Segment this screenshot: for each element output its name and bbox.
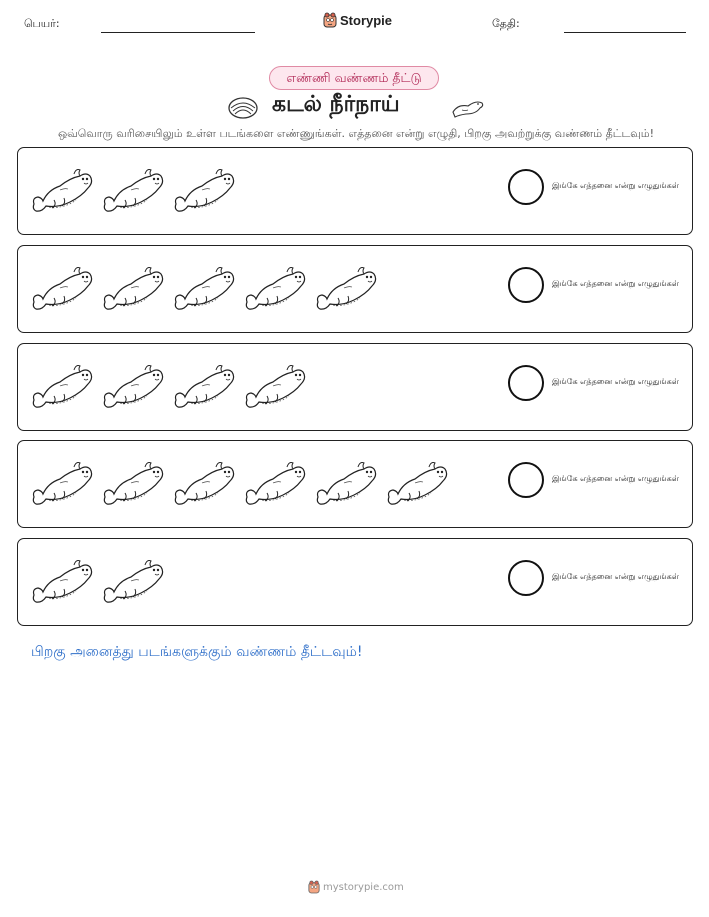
seal-icon xyxy=(172,457,236,517)
seal-group xyxy=(30,262,378,322)
brand-name: Storypie xyxy=(340,12,393,28)
date-write-line[interactable] xyxy=(564,32,686,33)
counting-row xyxy=(17,343,693,431)
counting-row xyxy=(17,440,693,528)
seal-icon xyxy=(30,164,94,224)
worksheet-header xyxy=(0,0,709,50)
seal-icon xyxy=(101,164,165,224)
seal-icon xyxy=(30,457,94,517)
answer-label: இங்கே எத்தனை என்று எழுதுங்கள் xyxy=(552,572,679,581)
storypie-logo-icon xyxy=(308,880,320,894)
page-title: கடல் நீர்நாய் xyxy=(272,92,400,117)
counting-row xyxy=(17,245,693,333)
answer-label: இங்கே எத்தனை என்று எழுதுங்கள் xyxy=(552,181,679,190)
seal-icon xyxy=(172,164,236,224)
seal-icon xyxy=(30,555,94,615)
seal-group xyxy=(30,457,449,517)
answer-label: இங்கே எத்தனை என்று எழுதுங்கள் xyxy=(552,377,679,386)
seal-icon xyxy=(172,360,236,420)
seal-icon xyxy=(243,457,307,517)
answer-circle[interactable] xyxy=(508,365,544,401)
seal-icon xyxy=(101,360,165,420)
instructions: ஒவ்வொரு வரிசையிலும் உள்ள படங்களை எண்ணுங்கள். எத்தனை என்று எழுதி, பிறகு அவற்றுக்கு வண்ணம் தீட்டவும்! xyxy=(57,127,655,140)
seal-icon xyxy=(101,457,165,517)
answer-circle[interactable] xyxy=(508,169,544,205)
counting-row xyxy=(17,147,693,235)
counting-row xyxy=(17,538,693,626)
footer-note: பிறகு அனைத்து படங்களுக்கும் வண்ணம் தீட்டவும்! xyxy=(31,644,363,660)
seal-icon xyxy=(314,262,378,322)
answer-circle[interactable] xyxy=(508,560,544,596)
seal-group xyxy=(30,164,236,224)
answer-label: இங்கே எத்தனை என்று எழுதுங்கள் xyxy=(552,279,679,288)
seal-icon xyxy=(30,360,94,420)
brand-logo xyxy=(323,12,392,28)
footer-brand-url: mystorypie.com xyxy=(323,881,404,893)
seal-icon xyxy=(30,262,94,322)
seal-icon xyxy=(101,555,165,615)
seal-icon xyxy=(243,360,307,420)
seal-icon xyxy=(385,457,449,517)
title-row xyxy=(0,92,709,122)
shell-icon xyxy=(227,94,259,120)
activity-badge: எண்ணி வண்ணம் தீட்டு xyxy=(269,66,439,90)
name-label: பெயர்: xyxy=(24,17,60,30)
storypie-logo-icon xyxy=(323,12,337,28)
seal-group xyxy=(30,360,307,420)
seal-icon xyxy=(450,94,486,120)
name-write-line[interactable] xyxy=(101,32,255,33)
seal-group xyxy=(30,555,165,615)
date-label: தேதி: xyxy=(492,17,520,30)
answer-circle[interactable] xyxy=(508,462,544,498)
seal-icon xyxy=(243,262,307,322)
footer-brand xyxy=(308,880,404,894)
seal-icon xyxy=(172,262,236,322)
seal-icon xyxy=(101,262,165,322)
seal-icon xyxy=(314,457,378,517)
answer-circle[interactable] xyxy=(508,267,544,303)
answer-label: இங்கே எத்தனை என்று எழுதுங்கள் xyxy=(552,474,679,483)
